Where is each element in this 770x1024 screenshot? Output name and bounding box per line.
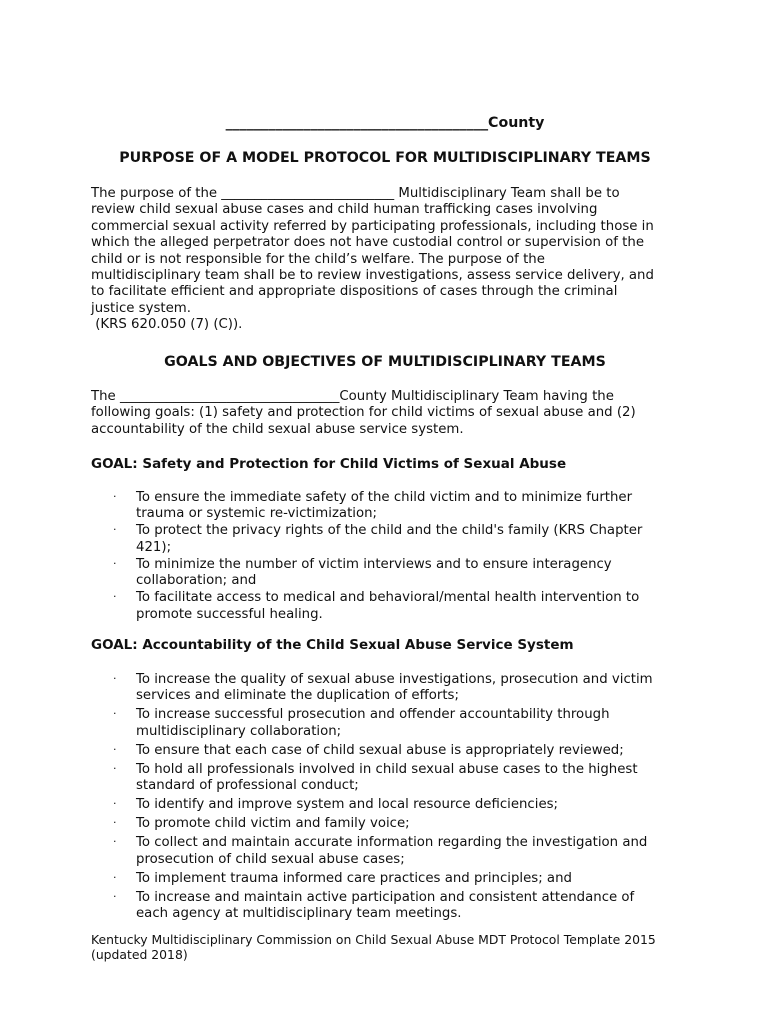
list-item-text: To hold all professionals involved in child sexual abuse cases to the highest (136, 761, 638, 777)
list-item-text: To increase and maintain active participation and consistent attendance of (136, 889, 635, 905)
bullet-icon: · (113, 742, 117, 756)
list-item (91, 816, 691, 832)
list-item (91, 871, 691, 887)
list-item (91, 523, 691, 556)
list-item-text: promote successful healing. (136, 606, 323, 622)
bullet-icon: · (113, 816, 117, 830)
bullet-icon: · (113, 556, 117, 570)
purpose-heading: PURPOSE OF A MODEL PROTOCOL FOR MULTIDISCIPLINARY TEAMS (119, 150, 651, 166)
purpose-line: multidisciplinary team shall be to review investigations, assess service delivery, and (91, 268, 654, 284)
purpose-line: The purpose of the __________________________ Multidisciplinary Team shall be to (91, 186, 620, 201)
bullet-icon: · (113, 523, 117, 537)
list-item (91, 797, 691, 813)
bullet-icon: · (113, 590, 117, 604)
list-item-text: collaboration; and (136, 573, 257, 589)
list-item-text: each agency at multidisciplinary team meetings. (136, 906, 462, 922)
list-item-text: To minimize the number of victim interviews and to ensure interagency (136, 556, 612, 572)
list-item-text: prosecution of child sexual abuse cases; (136, 851, 405, 867)
list-item-text: 421); (136, 539, 172, 555)
document-footer (91, 932, 711, 962)
list-item-text: standard of professional conduct; (136, 778, 359, 794)
list-item (91, 590, 691, 623)
purpose-line: justice system. (91, 300, 191, 316)
list-item (91, 672, 691, 705)
list-item-text: multidisciplinary collaboration; (136, 723, 342, 739)
list-item-text: To collect and maintain accurate information regarding the investigation and (136, 835, 648, 851)
goal-safety-list (91, 490, 691, 624)
list-item-text: To implement trauma informed care practices and principles; and (136, 870, 572, 886)
bullet-icon: · (113, 761, 117, 775)
list-item (91, 490, 691, 523)
footer-line: (updated 2018) (91, 947, 188, 963)
list-item-text: To ensure that each case of child sexual abuse is appropriately reviewed; (136, 742, 624, 758)
goals-paragraph (91, 389, 691, 438)
bullet-icon: · (113, 797, 117, 811)
list-item (91, 707, 691, 740)
purpose-paragraph (91, 186, 691, 334)
footer-line: Kentucky Multidisciplinary Commission on Child Sexual Abuse MDT Protocol Template 2015 (91, 932, 656, 947)
goals-line: accountability of the child sexual abuse service system. (91, 421, 464, 437)
list-item (91, 890, 691, 923)
list-item-text: To ensure the immediate safety of the child victim and to minimize further (136, 490, 633, 505)
bullet-icon: · (113, 672, 117, 685)
list-item-text: To protect the privacy rights of the child and the child's family (KRS Chapter (136, 523, 643, 539)
list-item-text: To promote child victim and family voice; (136, 816, 410, 832)
list-item (91, 762, 691, 795)
goals-heading: GOALS AND OBJECTIVES OF MULTIDISCIPLINARY TEAMS (164, 354, 606, 370)
purpose-line: commercial sexual activity referred by participating professionals, including those in (91, 218, 654, 234)
purpose-line: to facilitate efficient and appropriate dispositions of cases through the criminal (91, 284, 618, 300)
krs-citation: (KRS 620.050 (7) (C)). (91, 317, 243, 333)
purpose-line: child or is not responsible for the child’s welfare. The purpose of the (91, 251, 545, 267)
list-item (91, 557, 691, 590)
list-item-text: To increase successful prosecution and offender accountability through (136, 707, 610, 723)
list-item-text: services and eliminate the duplication of efforts; (136, 688, 459, 704)
goals-line: following goals: (1) safety and protection for child victims of sexual abuse and (2) (91, 405, 636, 421)
purpose-line: which the alleged perpetrator does not have custodial control or supervision of the (91, 235, 645, 251)
county-heading: _____________________________________County (225, 115, 545, 131)
list-item-text: trauma or systemic re-victimization; (136, 506, 378, 522)
goal-accountability-title: GOAL: Accountability of the Child Sexual Abuse Service System (91, 637, 574, 653)
list-item-text: To identify and improve system and local resource deficiencies; (136, 797, 559, 813)
purpose-line: review child sexual abuse cases and child human trafficking cases involving (91, 202, 598, 218)
goal-safety-title: GOAL: Safety and Protection for Child Victims of Sexual Abuse (91, 456, 567, 472)
goals-line: The _________________________________County Multidisciplinary Team having the (91, 389, 614, 404)
bullet-icon: · (113, 870, 117, 884)
bullet-icon: · (113, 490, 117, 503)
goal-accountability-list (91, 672, 691, 925)
list-item-text: To increase the quality of sexual abuse investigations, prosecution and victim (136, 672, 653, 687)
list-item (91, 835, 691, 868)
bullet-icon: · (113, 835, 117, 849)
bullet-icon: · (113, 889, 117, 903)
list-item (91, 743, 691, 759)
bullet-icon: · (113, 707, 117, 721)
list-item-text: To facilitate access to medical and behavioral/mental health intervention to (136, 590, 640, 606)
